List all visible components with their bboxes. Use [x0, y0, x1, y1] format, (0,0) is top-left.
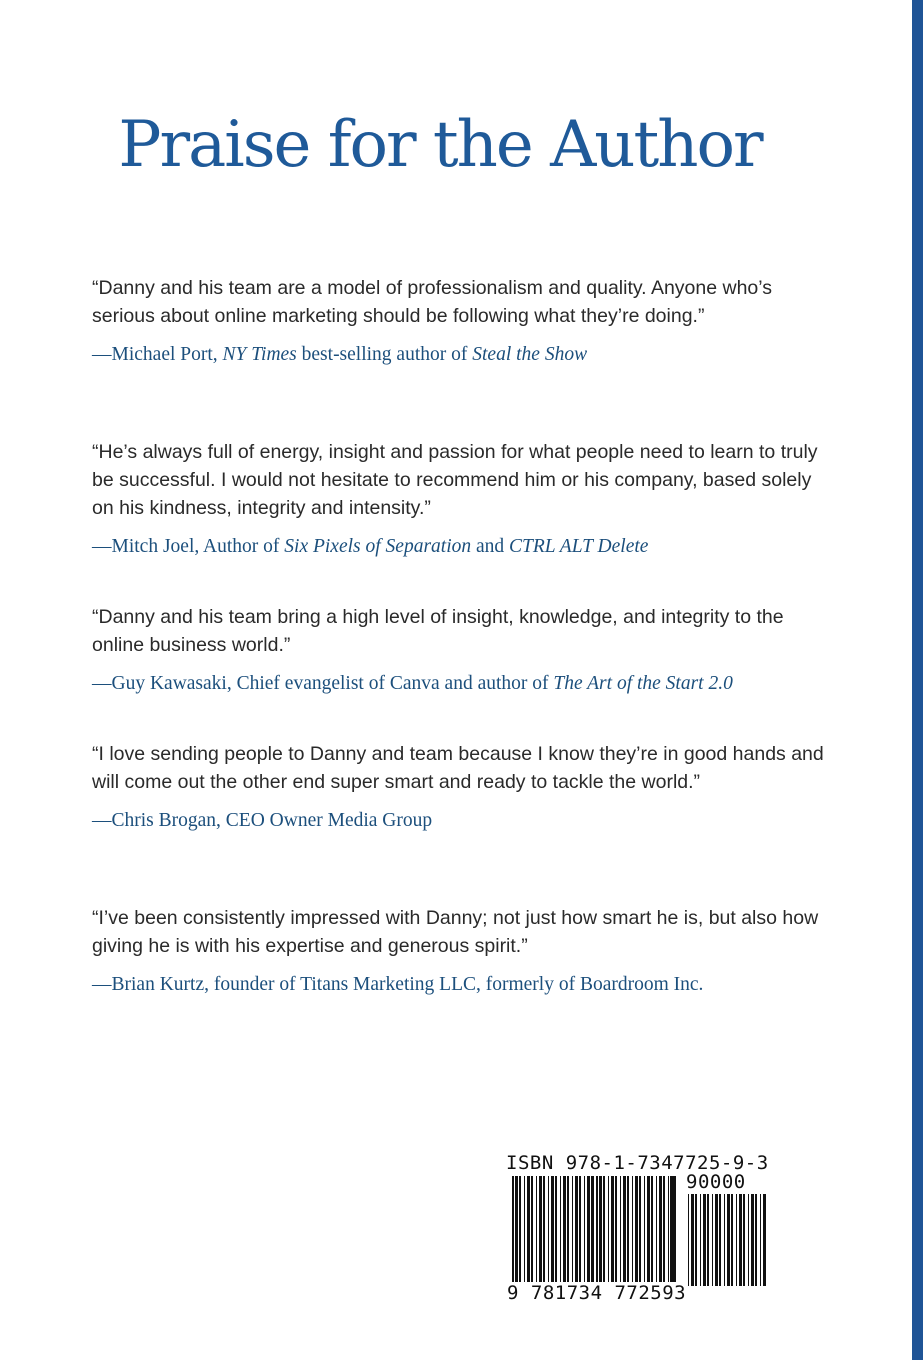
spine-stripe [912, 0, 923, 1360]
barcode-bar [560, 1176, 561, 1288]
barcode-bar [599, 1176, 602, 1288]
barcode-bar [688, 1194, 689, 1286]
testimonial-michael-port [92, 274, 832, 367]
barcode-guard-bar [596, 1176, 598, 1296]
barcode-bar [695, 1194, 697, 1286]
barcode-bar [719, 1194, 721, 1286]
barcode-bar [603, 1176, 605, 1288]
testimonial-quote: “I’ve been consistently impressed with Danny; not just how smart he is, but also how giving he is with his expertise and generous spirit.” [92, 907, 819, 957]
barcode-guard-bar [516, 1176, 518, 1296]
testimonial-brian-kurtz [92, 904, 832, 997]
barcode-bar [527, 1176, 530, 1288]
barcode-bar [623, 1176, 626, 1288]
barcode-bar [575, 1176, 578, 1288]
barcode-number: 9 781734 772593 [507, 1282, 687, 1304]
barcode-bar [748, 1194, 749, 1286]
barcode-bar [627, 1176, 629, 1288]
testimonial-quote: “He’s always full of energy, insight and passion for what people need to learn to truly be successful. I would not hesitate to recommend him or his company, based solely on his kindness, integrity and intensity.” [92, 441, 818, 519]
price-code: 90000 [686, 1171, 746, 1193]
barcode-bar [548, 1176, 549, 1288]
barcode-guard-bar [512, 1176, 514, 1296]
barcode-bar [608, 1176, 609, 1288]
barcode-bar [644, 1176, 645, 1288]
barcode-bar [731, 1194, 733, 1286]
barcode-bar [524, 1176, 525, 1288]
barcode-bar [724, 1194, 725, 1286]
barcode-bar [632, 1176, 633, 1288]
barcode-bar [635, 1176, 638, 1288]
barcode-bar [707, 1194, 709, 1286]
barcode-bar [668, 1176, 669, 1288]
barcode-bar [760, 1194, 761, 1286]
isbn-label: ISBN 978-1-7347725-9-3 [506, 1152, 769, 1174]
barcode-bar [755, 1194, 757, 1286]
page-title: Praise for the Author [118, 108, 762, 182]
testimonial-mitch-joel [92, 438, 832, 559]
barcode-guard-bar [674, 1176, 676, 1296]
testimonial-attribution: —Chris Brogan, CEO Owner Media Group [92, 810, 433, 831]
testimonial-quote: “I love sending people to Danny and team because I know they’re in good hands and will come out the other end super smart and ready to tackle the world.” [92, 743, 824, 793]
barcode-bar [651, 1176, 653, 1288]
barcode-bar [715, 1194, 718, 1286]
barcode-bar [663, 1176, 665, 1288]
barcode-bar [656, 1176, 657, 1288]
barcode-guard-bar [592, 1176, 594, 1296]
barcode-bar [659, 1176, 662, 1288]
barcode-bar [567, 1176, 569, 1288]
testimonial-attribution: —Mitch Joel, Author of Six Pixels of Separation and CTRL ALT Delete [92, 536, 649, 557]
barcode-bar [611, 1176, 614, 1288]
barcode-bar [647, 1176, 650, 1288]
testimonial-attribution: —Michael Port, NY Times best-selling author of Steal the Show [92, 344, 588, 365]
barcode-bar [700, 1194, 701, 1286]
barcode-bar [763, 1194, 766, 1286]
barcode-bar [739, 1194, 742, 1286]
barcode-guard-bar [670, 1176, 672, 1296]
barcode-bar [543, 1176, 545, 1288]
barcode-bar [572, 1176, 573, 1288]
barcode-bar [587, 1176, 590, 1288]
testimonial-quote: “Danny and his team bring a high level of insight, knowledge, and integrity to the online business world.” [92, 606, 784, 656]
barcode-bar [743, 1194, 745, 1286]
testimonial-quote: “Danny and his team are a model of professionalism and quality. Anyone who’s serious about online marketing should be following what they’re doing.” [92, 277, 772, 327]
testimonial-attribution: —Brian Kurtz, founder of Titans Marketing LLC, formerly of Boardroom Inc. [92, 974, 704, 995]
barcode-bar [703, 1194, 706, 1286]
barcode-bar [751, 1194, 754, 1286]
testimonial-chris-brogan [92, 740, 832, 833]
barcode-bar [727, 1194, 730, 1286]
barcode-bar [620, 1176, 621, 1288]
barcode-bar [712, 1194, 713, 1286]
testimonial-attribution: —Guy Kawasaki, Chief evangelist of Canva and author of The Art of the Start 2.0 [92, 673, 733, 694]
barcode-bar [563, 1176, 566, 1288]
barcode-bar [691, 1194, 694, 1286]
isbn-barcode [500, 1150, 775, 1310]
barcode-bar [584, 1176, 585, 1288]
barcode-bar [615, 1176, 617, 1288]
barcode-bar [551, 1176, 554, 1288]
barcode-bar [519, 1176, 521, 1288]
barcode-bar [539, 1176, 542, 1288]
testimonial-guy-kawasaki [92, 603, 832, 696]
barcode-bar [536, 1176, 537, 1288]
barcode-bar [639, 1176, 641, 1288]
barcode-bar [555, 1176, 557, 1288]
barcode-bar [579, 1176, 581, 1288]
barcode-bar [736, 1194, 737, 1286]
barcode-bar [531, 1176, 533, 1288]
